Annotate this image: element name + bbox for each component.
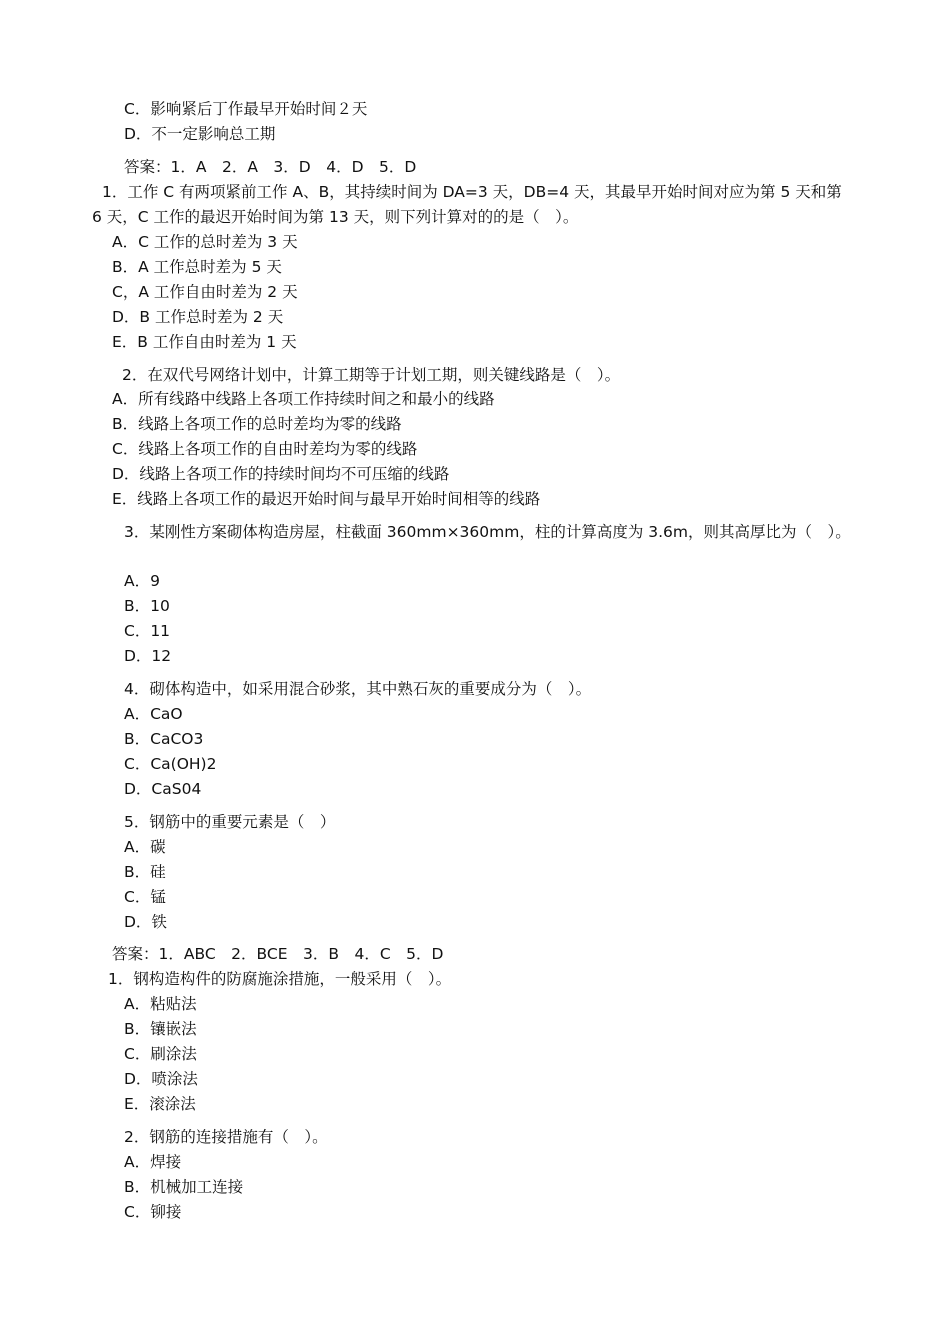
q3-option-b: B．10 [124, 597, 170, 615]
q2-option-e: E．线路上各项工作的最迟开始时间与最早开始时间相等的线路 [112, 490, 541, 508]
r2-option-a: A．焊接 [124, 1153, 182, 1171]
q5-option-d: D．铁 [124, 913, 167, 931]
q2-option-b: B．线路上各项工作的总时差均为零的线路 [112, 415, 402, 433]
option-c-prev: C．影响紧后丁作最早开始时间２天 [124, 100, 368, 118]
q2-option-a: A．所有线路中线路上各项工作持续时间之和最小的线路 [112, 390, 495, 408]
q1-option-c: C，A 工作自由时差为 2 天 [112, 283, 298, 301]
question-3: 3．某刚性方案砌体构造房屋，柱截面 360mm×360mm，柱的计算高度为 3.6m，则其高厚比为（ ）。 [124, 523, 851, 541]
r1-option-a: A．粘贴法 [124, 995, 197, 1013]
q3-option-d: D．12 [124, 647, 172, 665]
r2-option-b: B．机械加工连接 [124, 1178, 244, 1196]
q1-option-d: D．B 工作总时差为 2 天 [112, 308, 284, 326]
question-2: 2．在双代号网络计划中，计算工期等于计划工期，则关键线路是（ ）。 [122, 366, 621, 384]
r1-option-d: D．喷涂法 [124, 1070, 198, 1088]
r1-option-e: E．滚涂法 [124, 1095, 196, 1113]
q1-option-e: E．B 工作自由时差为 1 天 [112, 333, 297, 351]
q4-option-a: A．CaO [124, 705, 183, 723]
r1-option-b: B．镶嵌法 [124, 1020, 197, 1038]
option-d-prev: D．不一定影响总工期 [124, 125, 276, 143]
question-1: 1．工作 C 有两项紧前工作 A、B，其持续时间为 DA=3 天，DB=4 天，其最早开始时间对应为第 5 天和第 6 天，C 工作的最迟开始时间为第 13 天，则下列计算对的的是（ ）。 [92, 183, 842, 226]
q3-option-c: C．11 [124, 622, 171, 640]
question-5: 5．钢筋中的重要元素是（ ） [124, 813, 336, 831]
r1-option-c: C．刷涂法 [124, 1045, 197, 1063]
q5-option-c: C．锰 [124, 888, 166, 906]
question-4: 4．砌体构造中，如采用混合砂浆，其中熟石灰的重要成分为（ ）。 [124, 680, 592, 698]
q5-option-b: B．硅 [124, 863, 166, 881]
question-r2: 2．钢筋的连接措施有（ ）。 [124, 1128, 328, 1146]
question-r1: 1．钢构造构件的防腐施涂措施，一般采用（ ）。 [108, 970, 452, 988]
q4-option-c: C．Ca(OH)2 [124, 755, 217, 773]
q1-option-b: B．A 工作总时差为 5 天 [112, 258, 282, 276]
q5-option-a: A．碳 [124, 838, 166, 856]
q4-option-d: D．CaS04 [124, 780, 202, 798]
q3-option-a: A．9 [124, 572, 160, 590]
answer-key-1: 答案：1．A 2．A 3．D 4．D 5．D [124, 158, 417, 176]
q2-option-c: C．线路上各项工作的自由时差均为零的线路 [112, 440, 418, 458]
answer-key-2: 答案：1．ABC 2．BCE 3．B 4．C 5．D [112, 945, 444, 963]
q4-option-b: B．CaCO3 [124, 730, 204, 748]
q1-option-a: A．C 工作的总时差为 3 天 [112, 233, 298, 251]
q2-option-d: D．线路上各项工作的持续时间均不可压缩的线路 [112, 465, 450, 483]
r2-option-c: C．铆接 [124, 1203, 182, 1221]
